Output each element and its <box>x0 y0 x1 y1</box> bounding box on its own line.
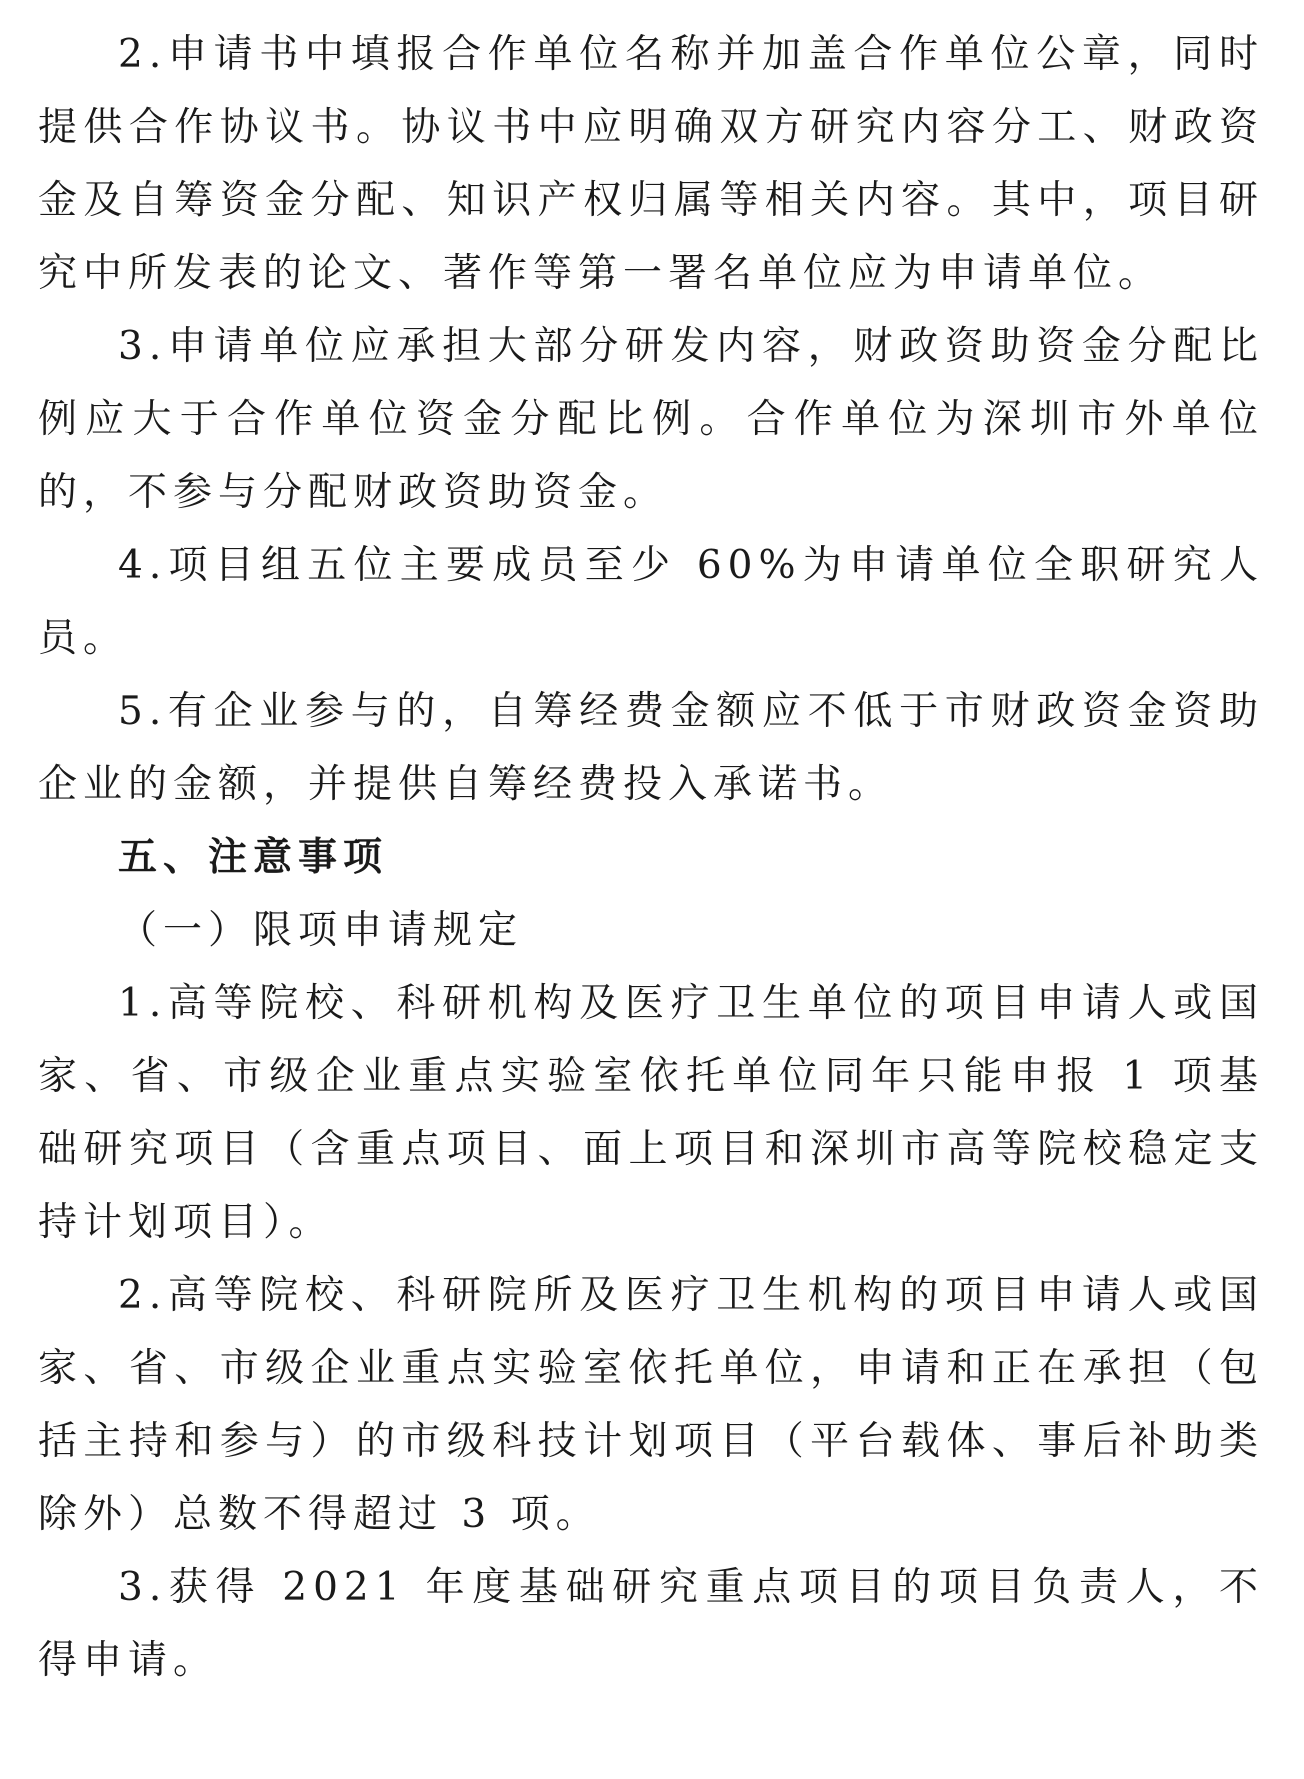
paragraph-limit-rule-3: 3.获得 2021 年度基础研究重点项目的项目负责人，不得申请。 <box>38 1565 1264 1683</box>
paragraph-item-4-team-members: 4.项目组五位主要成员至少 60%为申请单位全职研究人员。 <box>38 543 1264 661</box>
paragraph-item-2-cooperation-agreement: 2.申请书中填报合作单位名称并加盖合作单位公章，同时提供合作协议书。协议书中应明确双方研究内容分工、财政资金及自筹资金分配、知识产权归属等相关内容。其中，项目研究中所发表的论文、著作等第一署名单位应为申请单位。 <box>38 32 1264 296</box>
paragraph-limit-rule-1: 1.高等院校、科研机构及医疗卫生单位的项目申请人或国家、省、市级企业重点实验室依托单位同年只能申报 1 项基础研究项目（含重点项目、面上项目和深圳市高等院校稳定支持计划项目）。 <box>38 981 1264 1245</box>
paragraph-item-3-funding-allocation: 3.申请单位应承担大部分研发内容，财政资助资金分配比例应大于合作单位资金分配比例。合作单位为深圳市外单位的，不参与分配财政资助资金。 <box>38 324 1264 515</box>
subsection-heading-application-limits: （一）限项申请规定 <box>118 908 524 953</box>
paragraph-item-5-self-funding: 5.有企业参与的，自筹经费金额应不低于市财政资金资助企业的金额，并提供自筹经费投入承诺书。 <box>38 689 1264 807</box>
document-page <box>38 18 1264 1697</box>
section-heading-notes: 五、注意事项 <box>118 835 389 880</box>
paragraph-limit-rule-2: 2.高等院校、科研院所及医疗卫生机构的项目申请人或国家、省、市级企业重点实验室依托单位，申请和正在承担（包括主持和参与）的市级科技计划项目（平台载体、事后补助类除外）总数不得超过 3 项。 <box>38 1273 1264 1537</box>
